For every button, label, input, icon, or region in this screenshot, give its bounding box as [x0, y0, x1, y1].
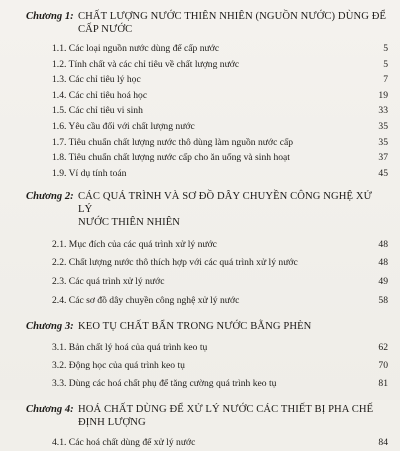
toc-entry[interactable]: [52, 41, 388, 57]
toc-entry[interactable]: [52, 357, 388, 375]
toc-entry[interactable]: [52, 272, 388, 291]
entry-page: 49: [378, 275, 388, 287]
entry-title: 1.9. Ví dụ tính toán: [52, 167, 127, 179]
entry-page: 81: [378, 377, 388, 389]
entry-title: 4.1. Các hoá chất dùng để xử lý nước: [52, 436, 196, 448]
spacer: [26, 393, 388, 403]
entry-page: 48: [378, 256, 388, 268]
entry-page: 7: [383, 74, 388, 86]
entry-title: 2.4. Các sơ đồ dây chuyền công nghệ xử lý nước: [52, 294, 240, 306]
chapter-title-line-2: NƯỚC THIÊN NHIÊN: [78, 217, 181, 229]
toc-entry[interactable]: [52, 72, 388, 88]
entry-page: 19: [378, 89, 388, 101]
chapter-title-line-1: CÁC QUÁ TRÌNH VÀ SƠ ĐỒ DÂY CHUYỀN CÔNG NGHỆ XỬ LÝ: [78, 191, 372, 216]
toc-entry[interactable]: [52, 375, 388, 393]
chapter-3: [26, 320, 388, 393]
chapter-title: [78, 320, 311, 333]
toc-entry[interactable]: [52, 135, 388, 151]
chapter-title-line-2: ĐỊNH LƯỢNG: [78, 416, 146, 428]
entry-page: 62: [378, 341, 388, 353]
toc-entry[interactable]: [52, 435, 388, 451]
toc-entry[interactable]: [52, 119, 388, 135]
chapter-title-line-1: HOÁ CHẤT DÙNG ĐỂ XỬ LÝ NƯỚC CÁC THIẾT BỊ PHA CHẾ: [78, 403, 374, 415]
entry-title: 3.2. Động học của quá trình keo tụ: [52, 359, 185, 371]
entry-title: 1.2. Tính chất và các chỉ tiêu về chất lượng nước: [52, 58, 240, 70]
spacer: [26, 181, 388, 190]
chapter-3-entries: [52, 339, 388, 393]
entry-title: 1.3. Các chỉ tiêu lý học: [52, 74, 141, 86]
toc-entry[interactable]: [52, 103, 388, 119]
entry-page: 35: [378, 120, 388, 132]
entry-page: 58: [378, 294, 388, 306]
entry-title: 1.1. Các loại nguồn nước dùng để cấp nước: [52, 43, 220, 54]
entry-page: 84: [378, 436, 388, 448]
entry-title: 1.6. Yêu cầu đối với chất lượng nước: [52, 120, 195, 132]
entry-title: 3.3. Dùng các hoá chất phụ để tăng cường quá trình keo tụ: [52, 377, 277, 389]
chapter-4-heading: [26, 403, 388, 429]
toc-entry[interactable]: [52, 237, 388, 253]
chapter-title: [78, 190, 388, 229]
entry-title: 2.3. Các quá trình xử lý nước: [52, 275, 165, 287]
entry-page: 48: [378, 239, 388, 251]
chapter-title-line-1: CHẤT LƯỢNG NƯỚC THIÊN NHIÊN (NGUỒN NƯỚC) DÙNG ĐỂ: [78, 11, 387, 22]
chapter-1-heading: [26, 10, 388, 36]
toc-entry[interactable]: [52, 291, 388, 310]
entry-title: 1.8. Tiêu chuẩn chất lượng nước cấp cho ăn uống và sinh hoạt: [52, 152, 290, 164]
toc-entry[interactable]: [52, 88, 388, 104]
toc-entry[interactable]: [52, 166, 388, 182]
chapter-2-entries: [52, 237, 388, 310]
toc-entry[interactable]: [52, 339, 388, 357]
chapter-2-heading: [26, 190, 388, 229]
chapter-label: Chương 2:: [26, 191, 74, 203]
chapter-label: Chương 1:: [26, 11, 74, 22]
chapter-4-entries: [52, 435, 388, 451]
chapter-title-line-2: CẤP NƯỚC: [78, 24, 133, 35]
entry-title: 1.4. Các chỉ tiêu hoá học: [52, 89, 148, 101]
chapter-title: [78, 10, 386, 36]
chapter-label: Chương 3:: [26, 320, 74, 332]
chapter-1-entries: [52, 41, 388, 181]
toc-entry[interactable]: [52, 253, 388, 272]
entry-page: 37: [378, 152, 388, 164]
chapter-title: [78, 403, 373, 429]
entry-page: 5: [383, 58, 388, 70]
toc-entry[interactable]: [52, 57, 388, 73]
toc-entry[interactable]: [52, 150, 388, 166]
entry-title: 3.1. Bản chất lý hoá của quá trình keo tụ: [52, 341, 208, 353]
chapter-1: [26, 10, 388, 181]
entry-page: 70: [378, 359, 388, 371]
chapter-label: Chương 4:: [26, 403, 74, 415]
chapter-title-line-1: KEO TỤ CHẤT BẨN TRONG NƯỚC BẰNG PHÈN: [78, 320, 312, 332]
chapter-4: [26, 403, 388, 451]
chapter-2: [26, 190, 388, 310]
table-of-contents: [26, 6, 388, 451]
spacer: [26, 310, 388, 320]
entry-page: 33: [378, 105, 388, 117]
entry-title: 2.1. Mục đích của các quá trình xử lý nước: [52, 239, 217, 251]
entry-title: 1.5. Các chỉ tiêu vi sinh: [52, 105, 143, 117]
entry-page: 35: [378, 136, 388, 148]
entry-title: 2.2. Chất lượng nước thô thích hợp với các quá trình xử lý nước: [52, 256, 298, 268]
entry-page: 45: [378, 167, 388, 179]
entry-title: 1.7. Tiêu chuẩn chất lượng nước thô dùng làm nguồn nước cấp: [52, 136, 294, 148]
entry-page: 5: [383, 43, 388, 54]
chapter-3-heading: [26, 320, 388, 333]
